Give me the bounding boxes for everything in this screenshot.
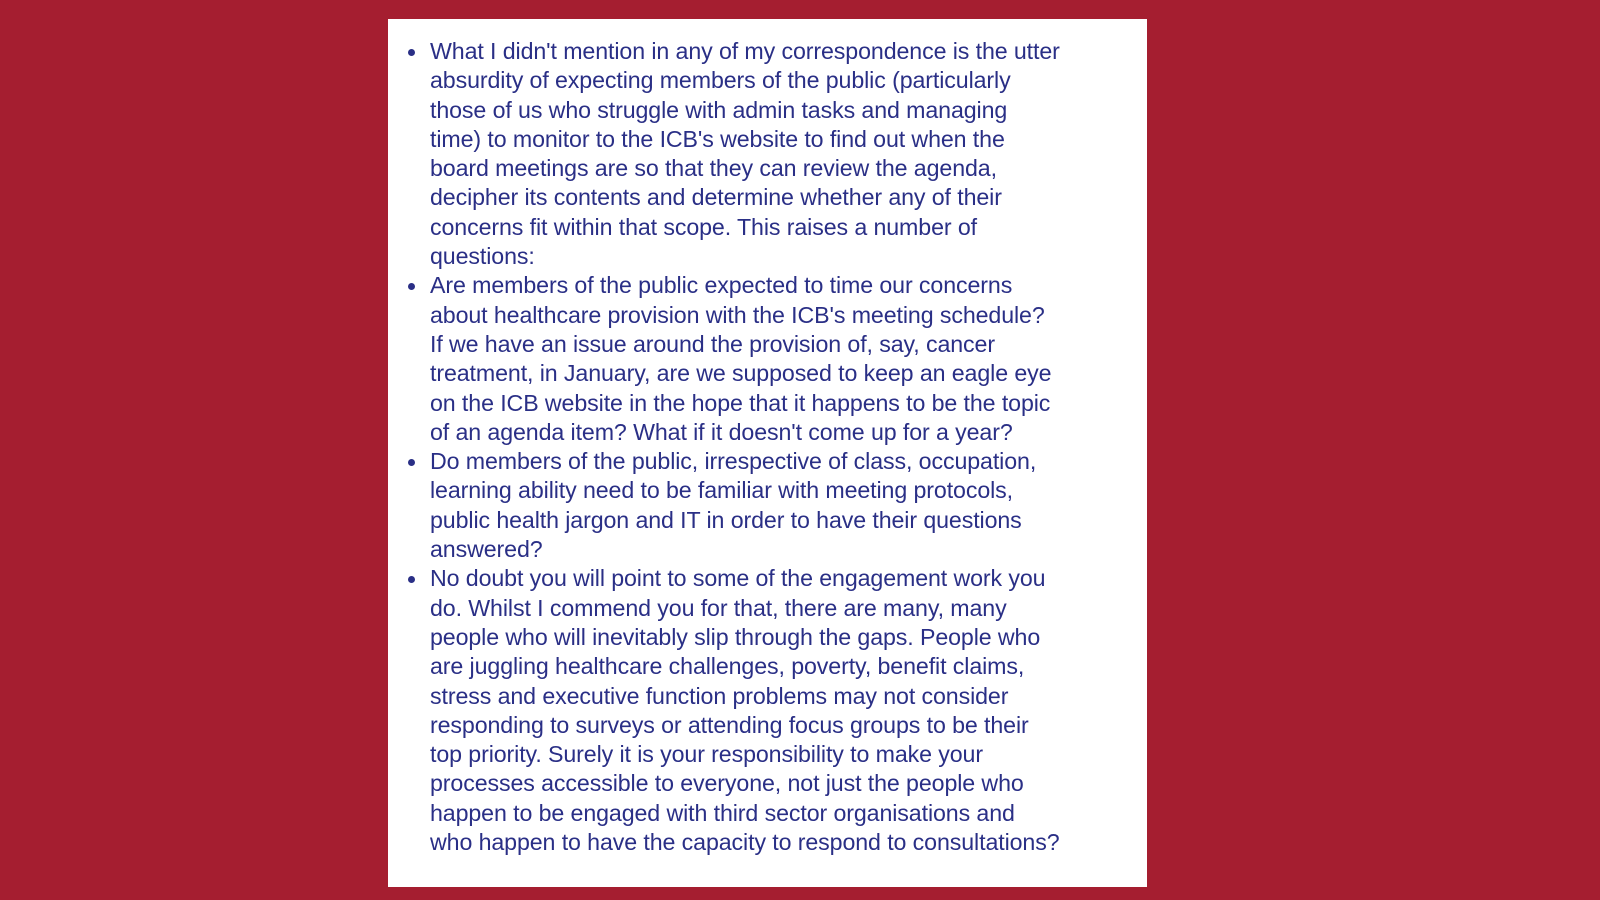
bullet-dot-icon <box>408 459 415 466</box>
text-line: people who will inevitably slip through the gaps. People who <box>430 623 1041 650</box>
text-line: about healthcare provision with the ICB's meeting schedule? <box>430 301 1045 328</box>
text-line: top priority. Surely it is your responsibility to make your <box>430 741 983 768</box>
text-line: time) to monitor to the ICB's website to find out when the <box>430 125 1005 152</box>
text-line: of an agenda item? What if it doesn't come up for a year? <box>430 418 1013 445</box>
text-line: public health jargon and IT in order to have their questions <box>430 506 1022 533</box>
text-line: decipher its contents and determine whether any of their <box>430 184 1002 211</box>
text-line: those of us who struggle with admin tasks and managing <box>430 96 1008 123</box>
text-line: stress and executive function problems may not consider <box>430 682 1009 709</box>
text-line: processes accessible to everyone, not just the people who <box>430 770 1024 797</box>
text-line: who happen to have the capacity to respond to consultations? <box>430 829 1060 856</box>
bullet-item-3 <box>404 447 1137 564</box>
text-line: absurdity of expecting members of the public (particularly <box>430 67 1011 94</box>
text-line: concerns fit within that scope. This raises a number of <box>430 213 977 240</box>
bullet-dot-icon <box>408 283 415 290</box>
text-line: happen to be engaged with third sector organisations and <box>430 799 1015 826</box>
text-line: Do members of the public, irrespective of class, occupation, <box>430 448 1037 475</box>
text-line: questions: <box>430 243 535 270</box>
bullet-dot-icon <box>408 576 415 583</box>
text-line: responding to surveys or attending focus groups to be their <box>430 711 1029 738</box>
text-line: answered? <box>430 536 543 563</box>
text-line: treatment, in January, are we supposed to keep an eagle eye <box>430 360 1052 387</box>
text-line: No doubt you will point to some of the engagement work you <box>430 565 1046 592</box>
text-line: Are members of the public expected to time our concerns <box>430 272 1013 299</box>
bullet-item-2 <box>404 271 1137 447</box>
text-line: If we have an issue around the provision of, say, cancer <box>430 330 995 357</box>
bullet-item-4 <box>404 564 1137 857</box>
text-line: board meetings are so that they can review the agenda, <box>430 155 997 182</box>
text-line: are juggling healthcare challenges, poverty, benefit claims, <box>430 653 1025 680</box>
bullet-list <box>404 37 1137 857</box>
bullet-item-1 <box>404 37 1137 271</box>
text-line: learning ability need to be familiar with meeting protocols, <box>430 477 1014 504</box>
text-line: on the ICB website in the hope that it happens to be the topic <box>430 389 1051 416</box>
bullet-dot-icon <box>408 49 415 56</box>
text-line: What I didn't mention in any of my correspondence is the utter <box>430 38 1060 64</box>
document-page <box>388 19 1147 887</box>
text-line: do. Whilst I commend you for that, there are many, many <box>430 594 1007 621</box>
